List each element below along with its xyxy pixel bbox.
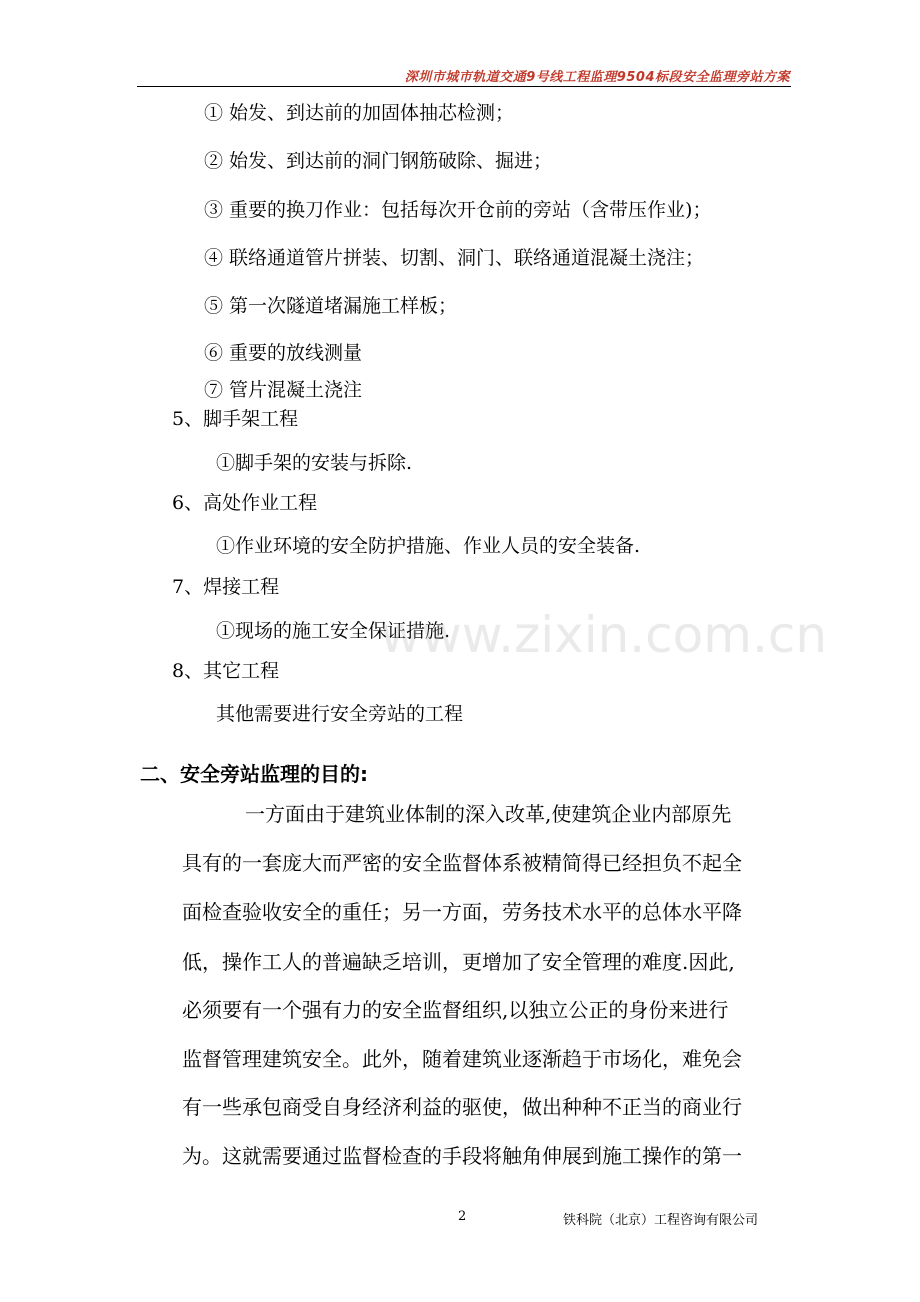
section-detail: 其他需要进行安全旁站的工程 bbox=[216, 703, 464, 725]
paragraph-line: 低，操作工人的普遍缺乏培训，更增加了安全管理的难度.因此, bbox=[182, 950, 735, 974]
section-title: 6、高处作业工程 bbox=[172, 492, 318, 514]
list-item: ⑥ 重要的放线测量 bbox=[204, 342, 363, 364]
paragraph-line: 必须要有一个强有力的安全监督组织,以独立公正的身份来进行 bbox=[182, 998, 729, 1022]
paragraph-line: 面检查验收安全的重任；另一方面，劳务技术水平的总体水平降 bbox=[182, 900, 742, 924]
section-detail: ①现场的施工安全保证措施. bbox=[216, 620, 451, 642]
section-heading: 二、安全旁站监理的目的: bbox=[140, 762, 368, 786]
section-title: 5、脚手架工程 bbox=[172, 408, 299, 430]
footer-company: 铁科院（北京）工程咨询有限公司 bbox=[563, 1213, 759, 1228]
header-divider bbox=[137, 86, 791, 87]
section-detail: ①作业环境的安全防护措施、作业人员的安全装备. bbox=[216, 535, 641, 557]
section-title: 8、其它工程 bbox=[172, 660, 280, 682]
section-title: 7、焊接工程 bbox=[172, 576, 280, 598]
list-item: ① 始发、到达前的加固体抽芯检测； bbox=[204, 102, 515, 124]
page-number: 2 bbox=[458, 1209, 467, 1224]
list-item: ④ 联络通道管片拼装、切割、洞门、联络通道混凝土浇注； bbox=[204, 247, 705, 269]
watermark: www.zixin.com.cn bbox=[380, 606, 828, 664]
list-item: ⑤ 第一次隧道堵漏施工样板； bbox=[204, 295, 458, 317]
paragraph-line: 为。这就需要通过监督检查的手段将触角伸展到施工操作的第一 bbox=[182, 1144, 742, 1168]
paragraph-line: 有一些承包商受自身经济利益的驱使，做出种种不正当的商业行 bbox=[182, 1095, 742, 1119]
paragraph-line: 具有的一套庞大而严密的安全监督体系被精简得已经担负不起全 bbox=[182, 851, 742, 875]
header-title: 深圳市城市轨道交通9号线工程监理9504标段安全监理旁站方案 bbox=[404, 70, 790, 85]
list-item: ⑦ 管片混凝土浇注 bbox=[204, 379, 363, 401]
paragraph-line: 监督管理建筑安全。此外，随着建筑业逐渐趋于市场化，难免会 bbox=[182, 1047, 742, 1071]
list-item: ③ 重要的换刀作业：包括每次开仓前的旁站（含带压作业)； bbox=[204, 199, 712, 221]
list-item: ② 始发、到达前的洞门钢筋破除、掘进； bbox=[204, 150, 553, 172]
section-detail: ①脚手架的安装与拆除. bbox=[216, 452, 413, 474]
paragraph-line: 一方面由于建筑业体制的深入改革,使建筑企业内部原先 bbox=[245, 802, 732, 826]
